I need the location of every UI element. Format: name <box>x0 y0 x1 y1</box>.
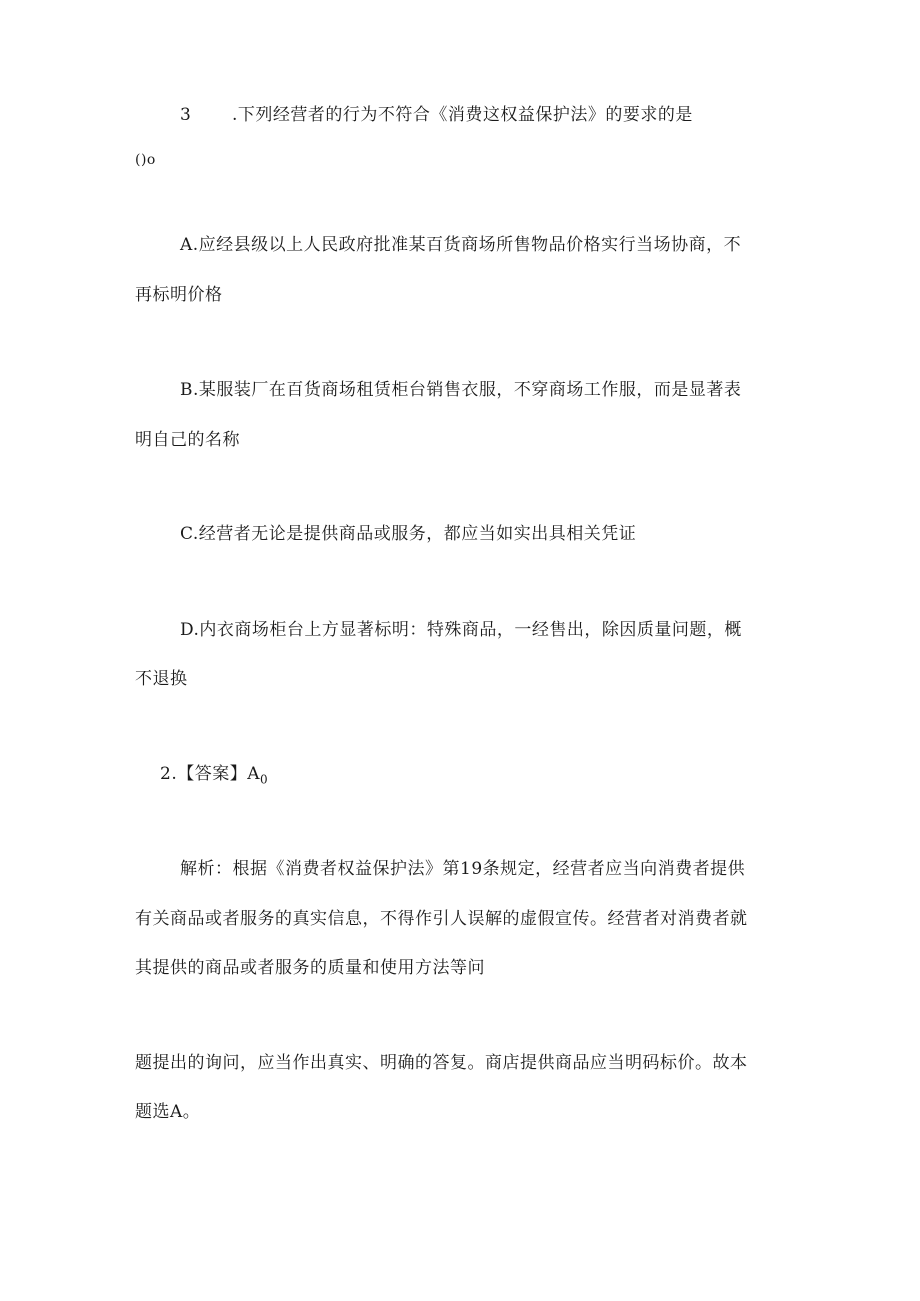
explanation-line-2: 有关商品或者服务的真实信息，不得作引人误解的虚假宣传。经营者对消费者就 <box>135 909 748 929</box>
answer-text: 2.【答案】A <box>160 764 260 784</box>
explanation-line-1: 解析：根据《消费者权益保护法》第19条规定，经营者应当向消费者提供 <box>180 859 746 879</box>
option-d-line-1: D.内衣商场柜台上方显著标明：特殊商品，一经售出，除因质量问题，概 <box>180 620 742 640</box>
question-stem: .下列经营者的行为不符合《消费这权益保护法》的要求的是 <box>232 105 693 125</box>
option-b-line-1: B.某服装厂在百货商场租赁柜台销售衣服，不穿商场工作服，而是显著表 <box>180 380 742 400</box>
option-a-line-1: A.应经县级以上人民政府批准某百货商场所售物品价格实行当场协商，不 <box>180 235 742 255</box>
question-number: 3 <box>180 105 192 125</box>
option-a-line-2: 再标明价格 <box>135 285 223 305</box>
question-answer-blank: ()o <box>135 152 156 168</box>
explanation-line-4: 题提出的询问，应当作出真实、明确的答复。商店提供商品应当明码标价。故本 <box>135 1053 748 1073</box>
option-b-line-2: 明自己的名称 <box>135 430 240 450</box>
explanation-line-5: 题选A。 <box>135 1102 201 1122</box>
answer-line <box>160 762 268 791</box>
option-d-line-2: 不退换 <box>135 669 188 689</box>
answer-subscript: 0 <box>260 772 269 787</box>
option-c-line-1: C.经营者无论是提供商品或服务，都应当如实出具相关凭证 <box>180 524 637 544</box>
explanation-line-3: 其提供的商品或者服务的质量和使用方法等问 <box>135 958 485 978</box>
